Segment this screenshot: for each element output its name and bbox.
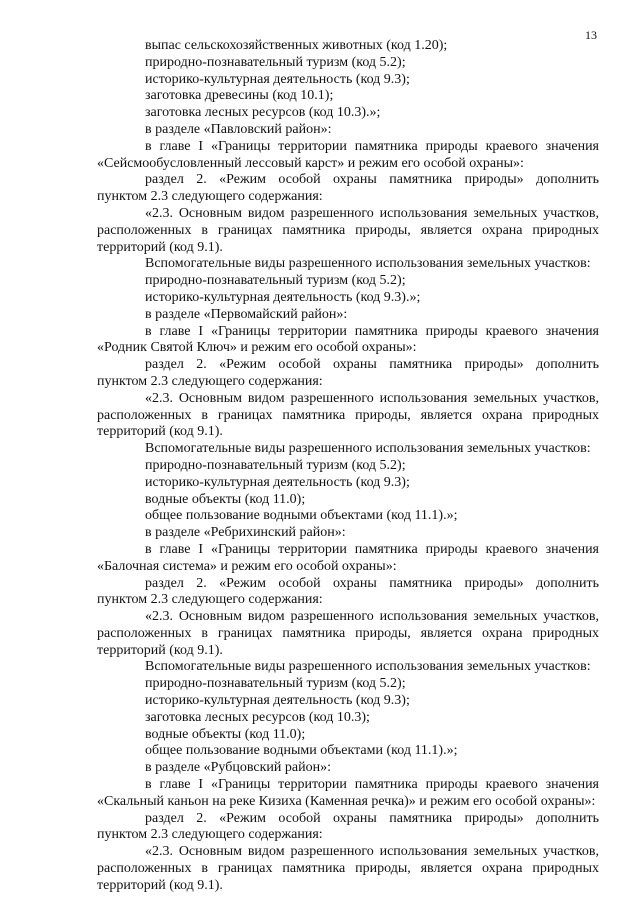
text-line: пунктом 2.3 следующего содержания: (97, 827, 323, 843)
text-line: водные объекты (код 11.0); (145, 726, 306, 742)
text-line: раздел 2. «Режим особой охраны памятника природы» дополнить (145, 357, 599, 373)
text-line: водные объекты (код 11.0); (145, 491, 306, 507)
text-line: историко-культурная деятельность (код 9.3); (145, 474, 410, 490)
text-line: выпас сельскохозяйственных животных (код 1.20); (145, 38, 448, 53)
text-line: общее пользование водными объектами (код 11.1).»; (145, 743, 458, 759)
text-line: «Сейсмообусловленный лессовый карст» и режим его особой охраны»: (97, 155, 524, 171)
text-line: общее пользование водными объектами (код 11.1).»; (145, 508, 458, 524)
text-line: заготовка древесины (код 10.1); (145, 88, 334, 104)
text-line: расположенных в границах памятника природы, является охрана природных (97, 407, 599, 423)
text-line: Вспомогательные виды разрешенного использования земельных участков: (145, 659, 591, 675)
text-line: историко-культурная деятельность (код 9.3); (145, 693, 410, 709)
text-line: природно-познавательный туризм (код 5.2); (145, 676, 406, 692)
text-line: в главе I «Границы территории памятника природы краевого значения (145, 541, 599, 557)
text-line: Вспомогательные виды разрешенного использования земельных участков: (145, 441, 591, 457)
text-line: в разделе «Павловский район»: (145, 121, 332, 137)
text-line: природно-познавательный туризм (код 5.2); (145, 54, 406, 70)
text-line: раздел 2. «Режим особой охраны памятника природы» дополнить (145, 810, 599, 826)
text-line: в главе I «Границы территории памятника природы краевого значения (145, 138, 599, 154)
text-line: территорий (код 9.1). (97, 424, 223, 440)
text-line: в разделе «Рубцовский район»: (145, 760, 331, 776)
text-line: расположенных в границах памятника природы, является охрана природных (97, 861, 599, 877)
text-line: «2.3. Основным видом разрешенного использования земельных участков, (145, 844, 599, 860)
text-line: раздел 2. «Режим особой охраны памятника природы» дополнить (145, 575, 599, 591)
text-line: «2.3. Основным видом разрешенного использования земельных участков, (145, 609, 599, 625)
text-line: природно-познавательный туризм (код 5.2); (145, 457, 406, 473)
text-line: «2.3. Основным видом разрешенного использования земельных участков, (145, 390, 599, 406)
text-line: заготовка лесных ресурсов (код 10.3).»; (145, 105, 381, 121)
text-line: в разделе «Ребрихинский район»: (145, 525, 346, 541)
document-body (97, 38, 599, 895)
text-line: расположенных в границах памятника природы, является охрана природных (97, 625, 599, 641)
text-line: заготовка лесных ресурсов (код 10.3); (145, 709, 370, 725)
text-line: историко-культурная деятельность (код 9.3).»; (145, 289, 421, 305)
text-line: историко-культурная деятельность (код 9.3); (145, 71, 410, 87)
text-line: «Родник Святой Ключ» и режим его особой охраны»: (97, 340, 417, 356)
text-line: в главе I «Границы территории памятника природы краевого значения (145, 777, 599, 793)
page-number: 13 (585, 28, 597, 42)
text-line: в главе I «Границы территории памятника природы краевого значения (145, 323, 599, 339)
text-line: Вспомогательные виды разрешенного использования земельных участков: (145, 256, 591, 272)
text-line: территорий (код 9.1). (97, 642, 223, 658)
text-line: природно-познавательный туризм (код 5.2); (145, 273, 406, 289)
text-line: «Скальный каньон на реке Кизиха (Каменная речка)» и режим его особой охраны»: (97, 793, 596, 809)
text-line: в разделе «Первомайский район»: (145, 306, 348, 322)
text-line: «Балочная система» и режим его особой охраны»: (97, 558, 397, 574)
text-line: территорий (код 9.1). (97, 877, 223, 893)
text-line: раздел 2. «Режим особой охраны памятника природы» дополнить (145, 172, 599, 188)
text-line: пунктом 2.3 следующего содержания: (97, 592, 323, 608)
text-line: пунктом 2.3 следующего содержания: (97, 373, 323, 389)
text-line: территорий (код 9.1). (97, 239, 223, 255)
text-line: пунктом 2.3 следующего содержания: (97, 189, 323, 205)
text-line: расположенных в границах памятника природы, является охрана природных (97, 222, 599, 238)
text-line: «2.3. Основным видом разрешенного использования земельных участков, (145, 205, 599, 221)
